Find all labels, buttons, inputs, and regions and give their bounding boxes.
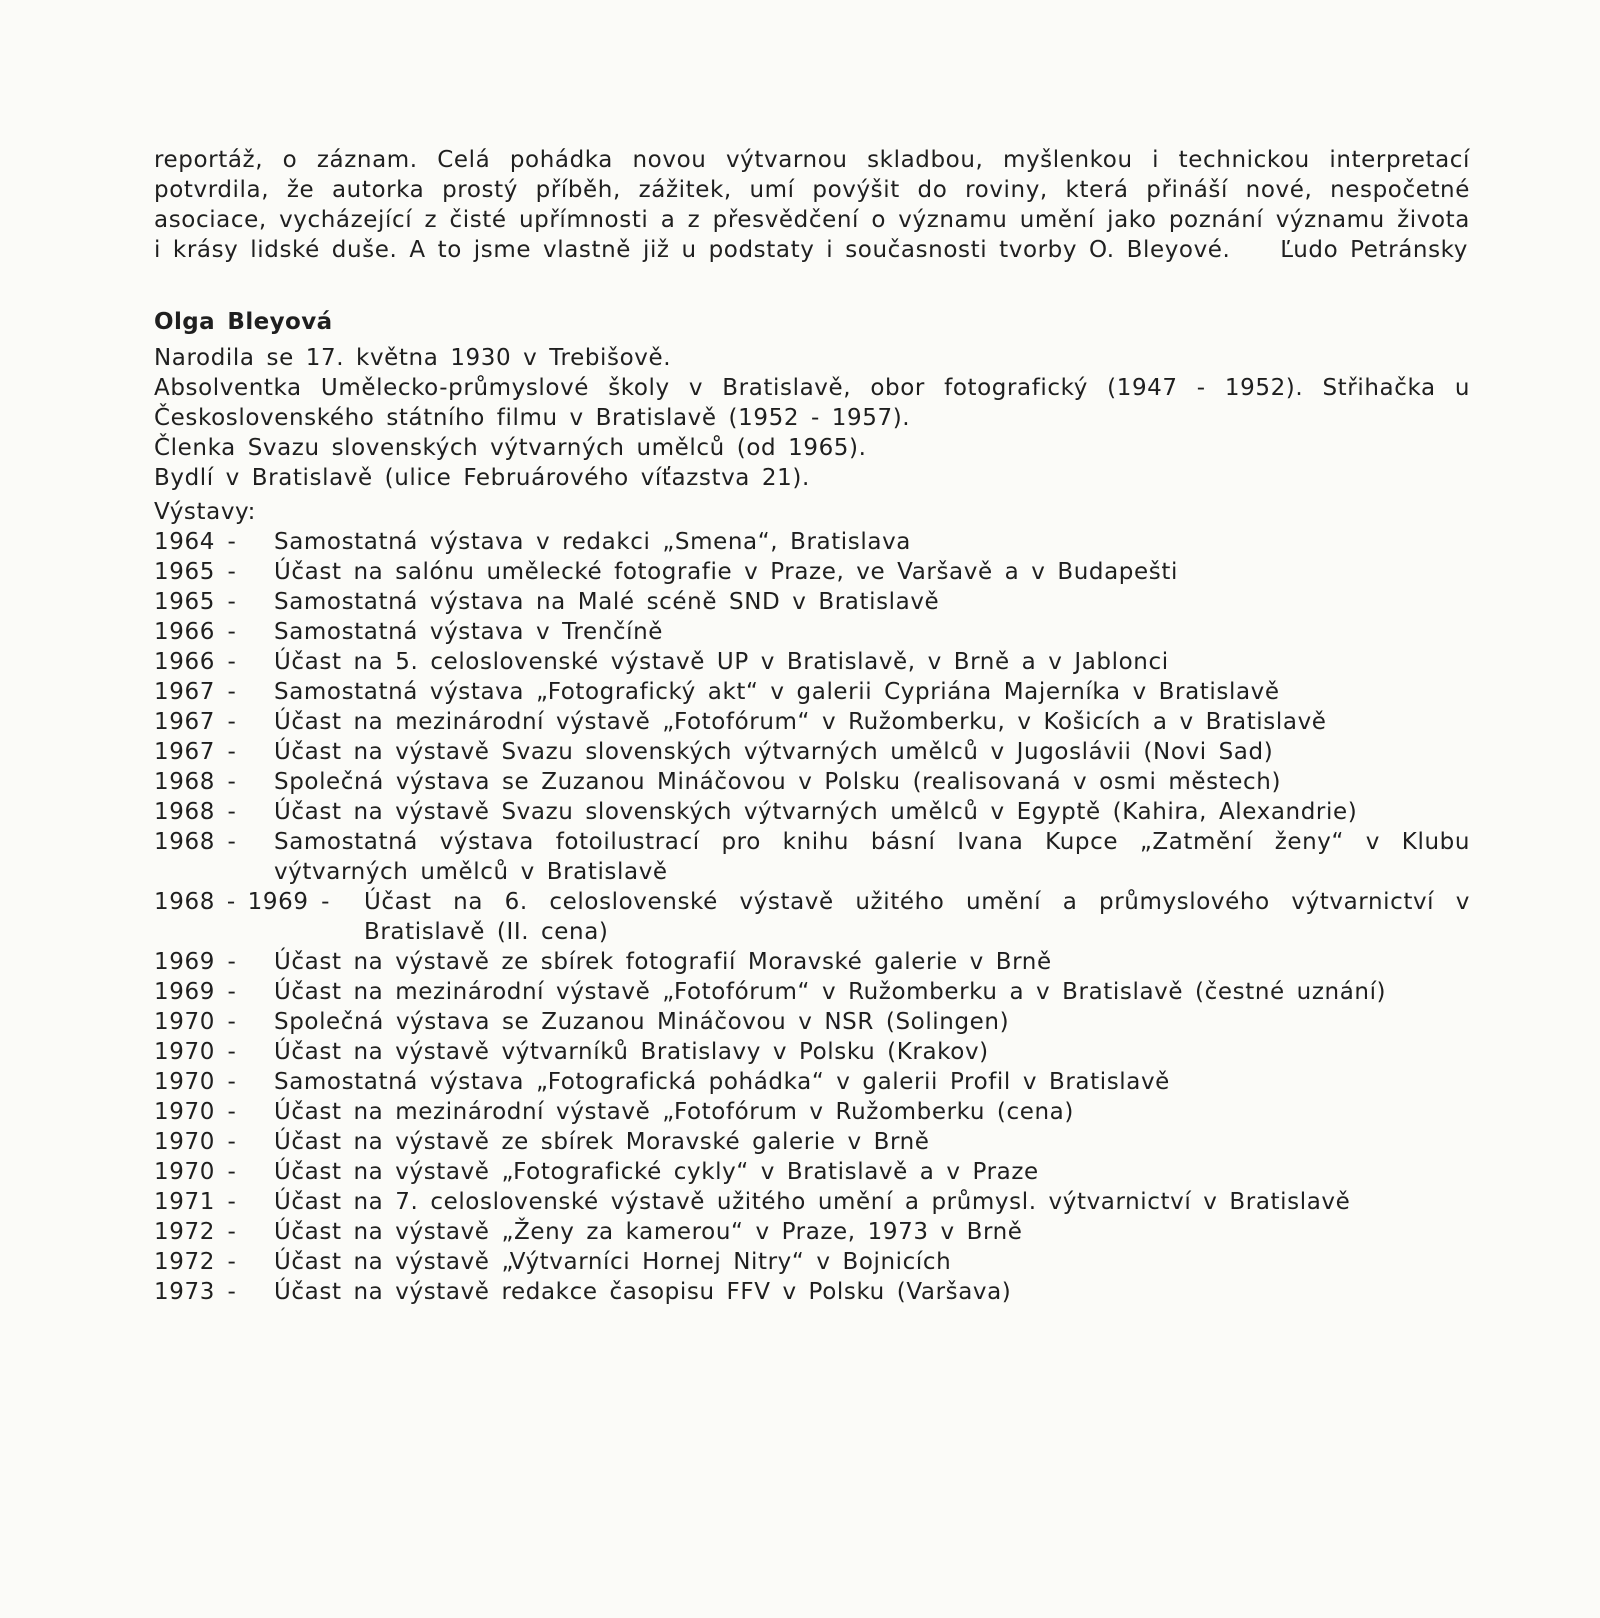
artist-name-heading: Olga Bleyová bbox=[154, 309, 333, 335]
exhibition-text: Společná výstava se Zuzanou Mináčovou v Polsku (realisovaná v osmi městech) bbox=[274, 769, 1282, 795]
exhibition-item bbox=[154, 707, 1470, 737]
exhibition-item bbox=[154, 1127, 1470, 1157]
exhibition-text: Účast na výstavě „Fotografické cykly“ v Bratislavě a v Praze bbox=[274, 1159, 1039, 1185]
exhibition-item bbox=[154, 587, 1470, 617]
exhibition-item bbox=[154, 1187, 1470, 1217]
exhibition-item bbox=[154, 1277, 1470, 1307]
exhibition-item bbox=[154, 1247, 1470, 1277]
exhibition-text: Účast na mezinárodní výstavě „Fotofórum“ v Ružomberku a v Bratislavě (čestné uznání) bbox=[274, 979, 1387, 1005]
exhibition-item bbox=[154, 767, 1470, 797]
residence-line: Bydlí v Bratislavě (ulice Februárového víťazstva 21). bbox=[154, 465, 810, 491]
exhibition-year: 1970 - bbox=[154, 1009, 237, 1035]
exhibition-year: 1970 - bbox=[154, 1129, 237, 1155]
exhibition-text: Účast na 6. celoslovenské výstavě užitého umění a průmyslového výtvarnictví v Bratislavě (II. cena) bbox=[364, 889, 1470, 945]
exhibition-item bbox=[154, 1067, 1470, 1097]
exhibition-year: 1966 - bbox=[154, 649, 237, 675]
exhibition-item bbox=[154, 1157, 1470, 1187]
exhibition-year: 1968 - 1969 - bbox=[154, 889, 331, 915]
exhibition-year: 1972 - bbox=[154, 1249, 237, 1275]
exhibition-text: Účast na výstavě ze sbírek fotografií Moravské galerie v Brně bbox=[274, 949, 1052, 975]
exhibition-text: Účast na salónu umělecké fotografie v Praze, ve Varšavě a v Budapešti bbox=[274, 559, 1178, 585]
exhibition-text: Účast na výstavě „Výtvarníci Hornej Nitry“ v Bojnicích bbox=[274, 1249, 952, 1275]
exhibition-year: 1969 - bbox=[154, 949, 237, 975]
exhibition-text: Účast na výstavě redakce časopisu FFV v Polsku (Varšava) bbox=[274, 1279, 1012, 1305]
intro-section bbox=[154, 145, 1470, 265]
exhibition-text: Účast na výstavě Svazu slovenských výtvarných umělců v Jugoslávii (Novi Sad) bbox=[274, 739, 1274, 765]
author-signature: Ľudo Petránsky bbox=[1280, 237, 1468, 263]
exhibition-year: 1967 - bbox=[154, 739, 237, 765]
exhibition-item bbox=[154, 527, 1470, 557]
exhibition-item bbox=[154, 647, 1470, 677]
membership-line: Členka Svazu slovenských výtvarných umělců (od 1965). bbox=[154, 435, 867, 461]
exhibition-text: Účast na výstavě Svazu slovenských výtvarných umělců v Egyptě (Kahira, Alexandrie) bbox=[274, 799, 1358, 825]
exhibition-year: 1967 - bbox=[154, 709, 237, 735]
exhibition-text: Samostatná výstava „Fotografická pohádka“ v galerii Profil v Bratislavě bbox=[274, 1069, 1170, 1095]
exhibition-year: 1969 - bbox=[154, 979, 237, 1005]
intro-paragraph: reportáž, o záznam. Celá pohádka novou výtvarnou skladbou, myšlenkou i technickou interpretací potvrdila, že autorka prostý příběh, zážitek, umí povýšit do roviny, která přináší nové, nespočetné asociace, vycházející z čisté upřímnosti a z přesvědčení o významu umění jako poznání významu života i krásy lidské duše. A to jsme vlastně již u podstaty i současnosti tvorby O. Bleyové. bbox=[154, 147, 1470, 263]
exhibition-text: Samostatná výstava v Trenčíně bbox=[274, 619, 664, 645]
exhibition-year: 1966 - bbox=[154, 619, 237, 645]
exhibition-text: Společná výstava se Zuzanou Mináčovou v NSR (Solingen) bbox=[274, 1009, 1010, 1035]
exhibition-year: 1968 - bbox=[154, 799, 237, 825]
exhibition-text: Samostatná výstava fotoilustrací pro knihu básní Ivana Kupce „Zatmění ženy“ v Klubu výtvarných umělců v Bratislavě bbox=[274, 829, 1470, 885]
education-line: Absolventka Umělecko-průmyslové školy v Bratislavě, obor fotografický (1947 - 1952). Střihačka u Československého státního filmu v Bratislavě (1952 - 1957). bbox=[154, 375, 1470, 431]
exhibition-year: 1972 - bbox=[154, 1219, 237, 1245]
exhibition-item bbox=[154, 947, 1470, 977]
exhibition-text: Účast na 7. celoslovenské výstavě užitého umění a průmysl. výtvarnictví v Bratislavě bbox=[274, 1189, 1351, 1215]
exhibition-year: 1970 - bbox=[154, 1039, 237, 1065]
exhibition-year: 1971 - bbox=[154, 1189, 237, 1215]
exhibition-text: Účast na výstavě ze sbírek Moravské galerie v Brně bbox=[274, 1129, 930, 1155]
exhibition-year: 1970 - bbox=[154, 1159, 237, 1185]
exhibition-year: 1967 - bbox=[154, 679, 237, 705]
exhibition-text: Účast na mezinárodní výstavě „Fotofórum“ v Ružomberku, v Košicích a v Bratislavě bbox=[274, 709, 1327, 735]
exhibition-text: Účast na výstavě výtvarníků Bratislavy v Polsku (Krakov) bbox=[274, 1039, 989, 1065]
exhibition-item bbox=[154, 677, 1470, 707]
exhibition-text: Účast na 5. celoslovenské výstavě UP v Bratislavě, v Brně a v Jablonci bbox=[274, 649, 1169, 675]
exhibition-text: Účast na výstavě „Ženy za kamerou“ v Praze, 1973 v Brně bbox=[274, 1219, 1023, 1245]
exhibition-item bbox=[154, 977, 1470, 1007]
exhibitions-heading: Výstavy: bbox=[154, 499, 256, 525]
exhibition-item bbox=[154, 887, 1470, 947]
exhibition-year: 1964 - bbox=[154, 529, 237, 555]
document-page bbox=[154, 145, 1470, 1307]
exhibition-year: 1970 - bbox=[154, 1069, 237, 1095]
exhibition-text: Samostatná výstava v redakci „Smena“, Bratislava bbox=[274, 529, 911, 555]
exhibition-year: 1968 - bbox=[154, 829, 237, 855]
exhibition-year: 1965 - bbox=[154, 589, 237, 615]
exhibition-item bbox=[154, 1037, 1470, 1067]
exhibitions-list bbox=[154, 527, 1470, 1307]
exhibition-text: Samostatná výstava „Fotografický akt“ v galerii Cypriána Majerníka v Bratislavě bbox=[274, 679, 1280, 705]
birth-line: Narodila se 17. května 1930 v Trebišově. bbox=[154, 345, 672, 371]
exhibition-year: 1965 - bbox=[154, 559, 237, 585]
exhibition-item bbox=[154, 1217, 1470, 1247]
exhibition-item bbox=[154, 617, 1470, 647]
exhibition-item bbox=[154, 737, 1470, 767]
exhibition-year: 1968 - bbox=[154, 769, 237, 795]
exhibition-item bbox=[154, 827, 1470, 887]
exhibition-year: 1970 - bbox=[154, 1099, 237, 1125]
exhibition-year: 1973 - bbox=[154, 1279, 237, 1305]
exhibition-item bbox=[154, 1097, 1470, 1127]
exhibition-item bbox=[154, 797, 1470, 827]
exhibition-text: Účast na mezinárodní výstavě „Fotofórum v Ružomberku (cena) bbox=[274, 1099, 1074, 1125]
biography-section bbox=[154, 307, 1470, 1307]
exhibition-item bbox=[154, 1007, 1470, 1037]
exhibition-item bbox=[154, 557, 1470, 587]
exhibition-text: Samostatná výstava na Malé scéně SND v Bratislavě bbox=[274, 589, 940, 615]
